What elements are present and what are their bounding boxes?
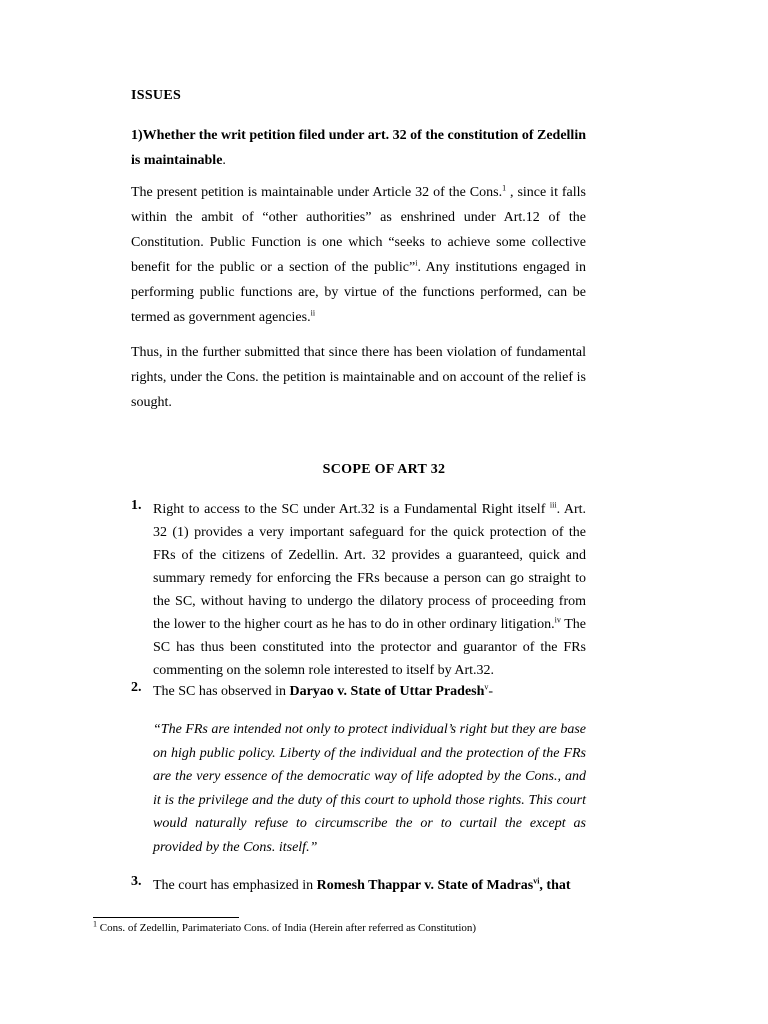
block-quote: “The FRs are intended not only to protect individual’s right but they are base on high public policy. Liberty of the individual and the protection of the FRs are the very essence of the democratic way of life adopted by the Cons., and it is the privilege and the duty of this court to uphold those rights. This court would naturally refuse to circumscribe the or to curtail the except as provided by the Cons. itself.” [153, 722, 586, 855]
para1-text-1: The present petition is maintainable under Article 32 of the Cons. [131, 185, 503, 200]
case-name: Daryao v. State of Uttar Pradesh [289, 684, 485, 699]
endnote-ref-i[interactable]: i [415, 258, 418, 268]
item1-text-2: . Art. 32 (1) provides a very important safeguard for the quick protection of the FRs of the citizens of Zedellin. Art. 32 provides a guaranteed, quick and summary remedy for enforcing the FRs because a person can go straight to the SC, without having to undergo the dilatory process of proceeding from the lower to the higher court as he has to do in other ordinary litigation. [153, 502, 587, 632]
list-item-number: 2. [131, 680, 142, 695]
footnote-ref-1[interactable]: 1 [502, 183, 507, 193]
footnote-text: Cons. of Zedellin, Parimateriato Cons. of India (Herein after referred as Constitution) [97, 922, 477, 934]
endnote-ref-iii[interactable]: iii [549, 500, 557, 510]
paragraph-conclusion: Thus, in the further submitted that since there has been violation of fundamental rights, under the Cons. the petition is maintainable and on account of the relief is sought. [131, 345, 586, 410]
case-name: Romesh Thappar v. State of Madras [316, 878, 534, 893]
issue-question-tail: . [222, 153, 226, 168]
list-item-text [153, 498, 586, 682]
issue-question [131, 123, 586, 173]
issue-question-text: 1)Whether the writ petition filed under art. 32 of the constitution of Zedellin is maintainable [131, 128, 586, 168]
list-item-number: 1. [131, 498, 142, 513]
scope-heading: SCOPE OF ART 32 [322, 462, 446, 477]
endnote-ref-v[interactable]: v [484, 682, 489, 692]
item2-text-1: The SC has observed in [153, 684, 290, 699]
list-item-text [153, 874, 586, 897]
footnote [93, 921, 476, 935]
endnote-ref-vi[interactable]: vi [533, 876, 540, 886]
item2-text-2: - [488, 684, 494, 699]
item3-text-2: , that [539, 878, 571, 893]
list-item-text [153, 680, 586, 703]
list-item-number: 3. [131, 874, 142, 889]
footnote-number: 1 [93, 919, 97, 929]
endnote-ref-ii[interactable]: ii [310, 308, 316, 318]
footnote-separator [93, 917, 239, 918]
para1-text-3: . Any institutions engaged in performing public functions are, by virtue of the functions performed, can be termed as government agencies. [131, 260, 586, 325]
issues-heading: ISSUES [131, 88, 182, 103]
para1-text-2: , since it falls within the ambit of “other authorities” as enshrined under Art.12 of the Constitution. Public Function is one which “seeks to achieve some collective benefit for the public or a section of the public” [131, 185, 586, 275]
item1-text-3: The SC has thus been constituted into the protector and guarantor of the FRs commenting on the solemn role interested to itself by Art.32. [153, 617, 586, 678]
item1-text-1: Right to access to the SC under Art.32 is a Fundamental Right itself [153, 502, 550, 517]
item3-text-1: The court has emphasized in [153, 878, 317, 893]
paragraph-maintainability [131, 180, 586, 330]
endnote-ref-iv[interactable]: iv [554, 615, 561, 625]
